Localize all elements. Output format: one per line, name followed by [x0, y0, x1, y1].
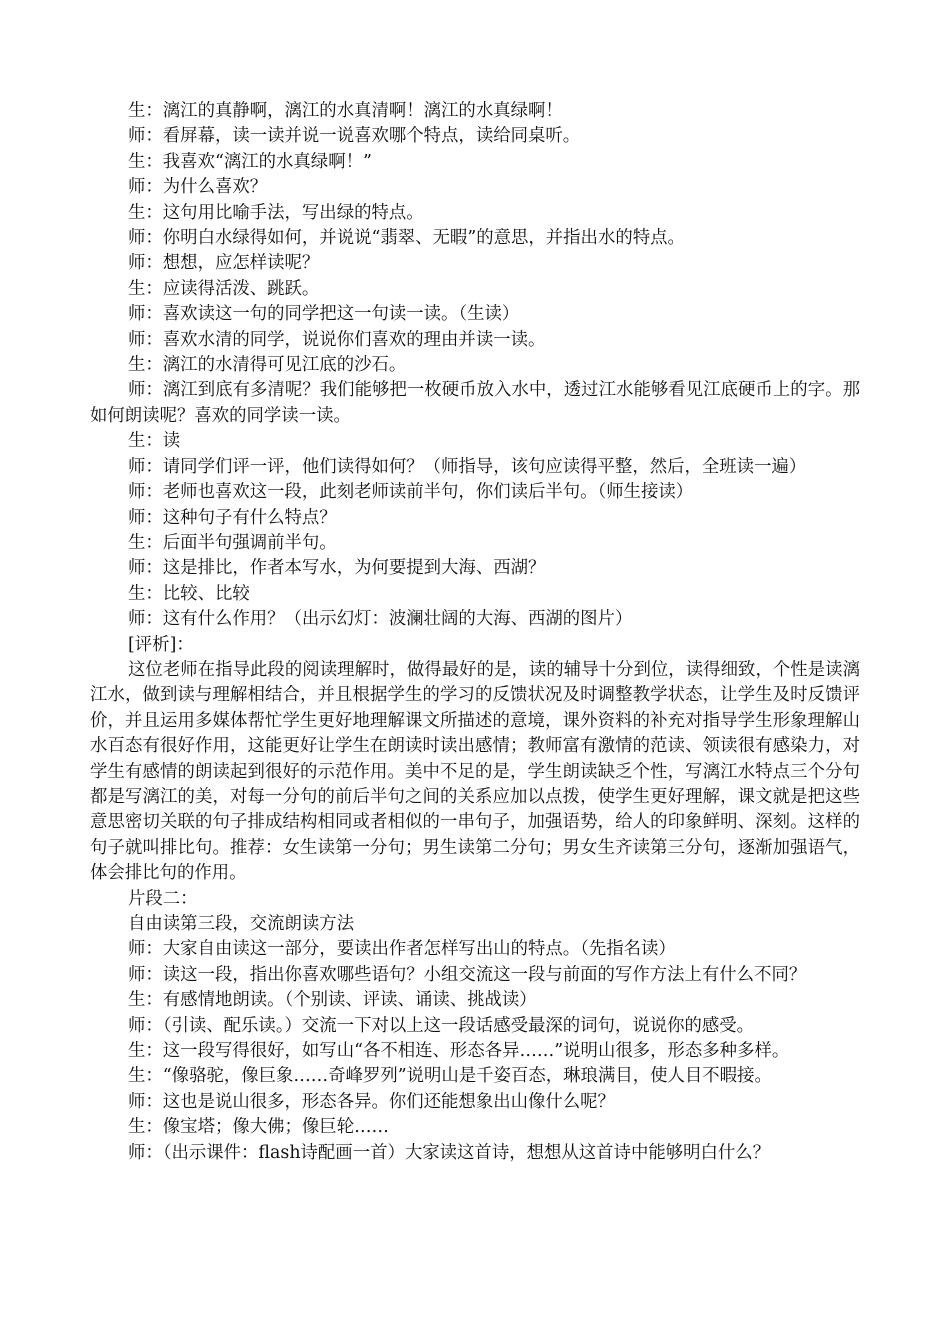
dialogue-line: 师：读这一段，指出你喜欢哪些语句？小组交流这一段与前面的写作方法上有什么不同？ [128, 964, 807, 985]
dialogue-line: 生：这一段写得很好，如写山“各不相连、形态各异……”说明山很多，形态多种多样。 [128, 1041, 790, 1062]
dialogue-line: 师：为什么喜欢？ [128, 177, 268, 198]
section-heading: 片段二： [128, 888, 198, 909]
section-subheading: 自由读第三段，交流朗读方法 [128, 914, 355, 934]
dialogue-line: 师：请同学们评一评，他们读得如何？（师指导，该句应读得平整，然后，全班读一遍） [128, 456, 807, 477]
dialogue-line: 生：比较、比较 [128, 583, 250, 604]
dialogue-line: 生：后面半句强调前半句。 [128, 532, 337, 553]
dialogue-line: 生：像宝塔；像大佛；像巨轮…… [128, 1117, 389, 1138]
dialogue-line: 生：我喜欢“漓江的水真绿啊！” [128, 151, 372, 172]
dialogue-line: 生：读 [128, 431, 181, 452]
document-body [90, 99, 860, 1166]
commentary-paragraph: 这位老师在指导此段的阅读理解时，做得最好的是，读的辅导十分到位，读得细致，个性是读漓江水，做到读与理解相结合，并且根据学生的学习的反馈状况及时调整教学状态，让学生及时反馈评价，并且运用多媒体帮忙学生更好地理解课文所描述的意境，课外资料的补充对指导学生形象理解山水百态有很好作用，这能更好让学生在朗读时读出感情；教师富有激情的范读、领读很有感染力，对学生有感情的朗读起到很好的示范作用。美中不足的是，学生朗读缺乏个性，写漓江水特点三个分句都是写漓江的美，对每一分句的前后半句之间的关系应加以点拨，使学生更好理解，课文就是把这些意思密切关联的句子排成结构相同或者相似的一串句子，加强语势，给人的印象鲜明、深刻。这样的句子就叫排比句。推荐：女生读第一分句；男生读第二分句；男女生齐读第三分句，逐渐加强语气，体会排比句的作用。 [90, 659, 860, 884]
dialogue-line: 生：“像骆驼，像巨象……奇峰罗列”说明山是千姿百态，琳琅满目，使人目不暇接。 [128, 1066, 772, 1087]
dialogue-line: 师：（出示课件：flash诗配画一首）大家读这首诗，想想从这首诗中能够明白什么？ [128, 1142, 771, 1163]
dialogue-line: 生：有感情地朗读。（个别读、评读、诵读、挑战读） [128, 990, 537, 1011]
dialogue-line: 师：喜欢水清的同学，说说你们喜欢的理由并读一读。 [128, 329, 546, 350]
dialogue-line: 师：想想，应怎样读呢？ [128, 253, 320, 274]
dialogue-line: 师：这有什么作用？（出示幻灯：波澜壮阔的大海、西湖的图片） [128, 609, 633, 630]
dialogue-line: 师：看屏幕，读一读并说一说喜欢哪个特点，读给同桌听。 [128, 126, 581, 147]
dialogue-line: 师：老师也喜欢这一段，此刻老师读前半句，你们读后半句。（师生接读） [128, 482, 694, 503]
dialogue-line: 师：喜欢读这一句的同学把这一句读一读。（生读） [128, 304, 520, 325]
dialogue-line: 生：这句用比喻手法，写出绿的特点。 [128, 202, 424, 223]
dialogue-line: 师：你明白水绿得如何，并说说“翡翠、无暇”的意思，并指出水的特点。 [128, 228, 685, 249]
commentary-heading: [评析]： [128, 634, 194, 655]
dialogue-line: 生：应读得活泼、跳跃。 [128, 278, 320, 299]
dialogue-line: 师：这种句子有什么特点？ [128, 507, 337, 528]
dialogue-line: 师：漓江到底有多清呢？我们能够把一枚硬币放入水中，透过江水能够看见江底硬币上的字。那如何朗读呢？喜欢的同学读一读。 [90, 380, 860, 426]
dialogue-line: 师：这也是说山很多，形态各异。你们还能想象出山像什么呢？ [128, 1091, 615, 1112]
dialogue-line: 师：大家自由读这一部分，要读出作者怎样写出山的特点。（先指名读） [128, 939, 676, 960]
dialogue-line: 师：（引读、配乐读。）交流一下对以上这一段话感受最深的词句，说说你的感受。 [128, 1015, 755, 1036]
dialogue-line: 生：漓江的真静啊，漓江的水真清啊！漓江的水真绿啊！ [128, 101, 563, 121]
dialogue-line: 生：漓江的水清得可见江底的沙石。 [128, 355, 407, 376]
dialogue-line: 师：这是排比，作者本写水，为何要提到大海、西湖？ [128, 558, 546, 579]
